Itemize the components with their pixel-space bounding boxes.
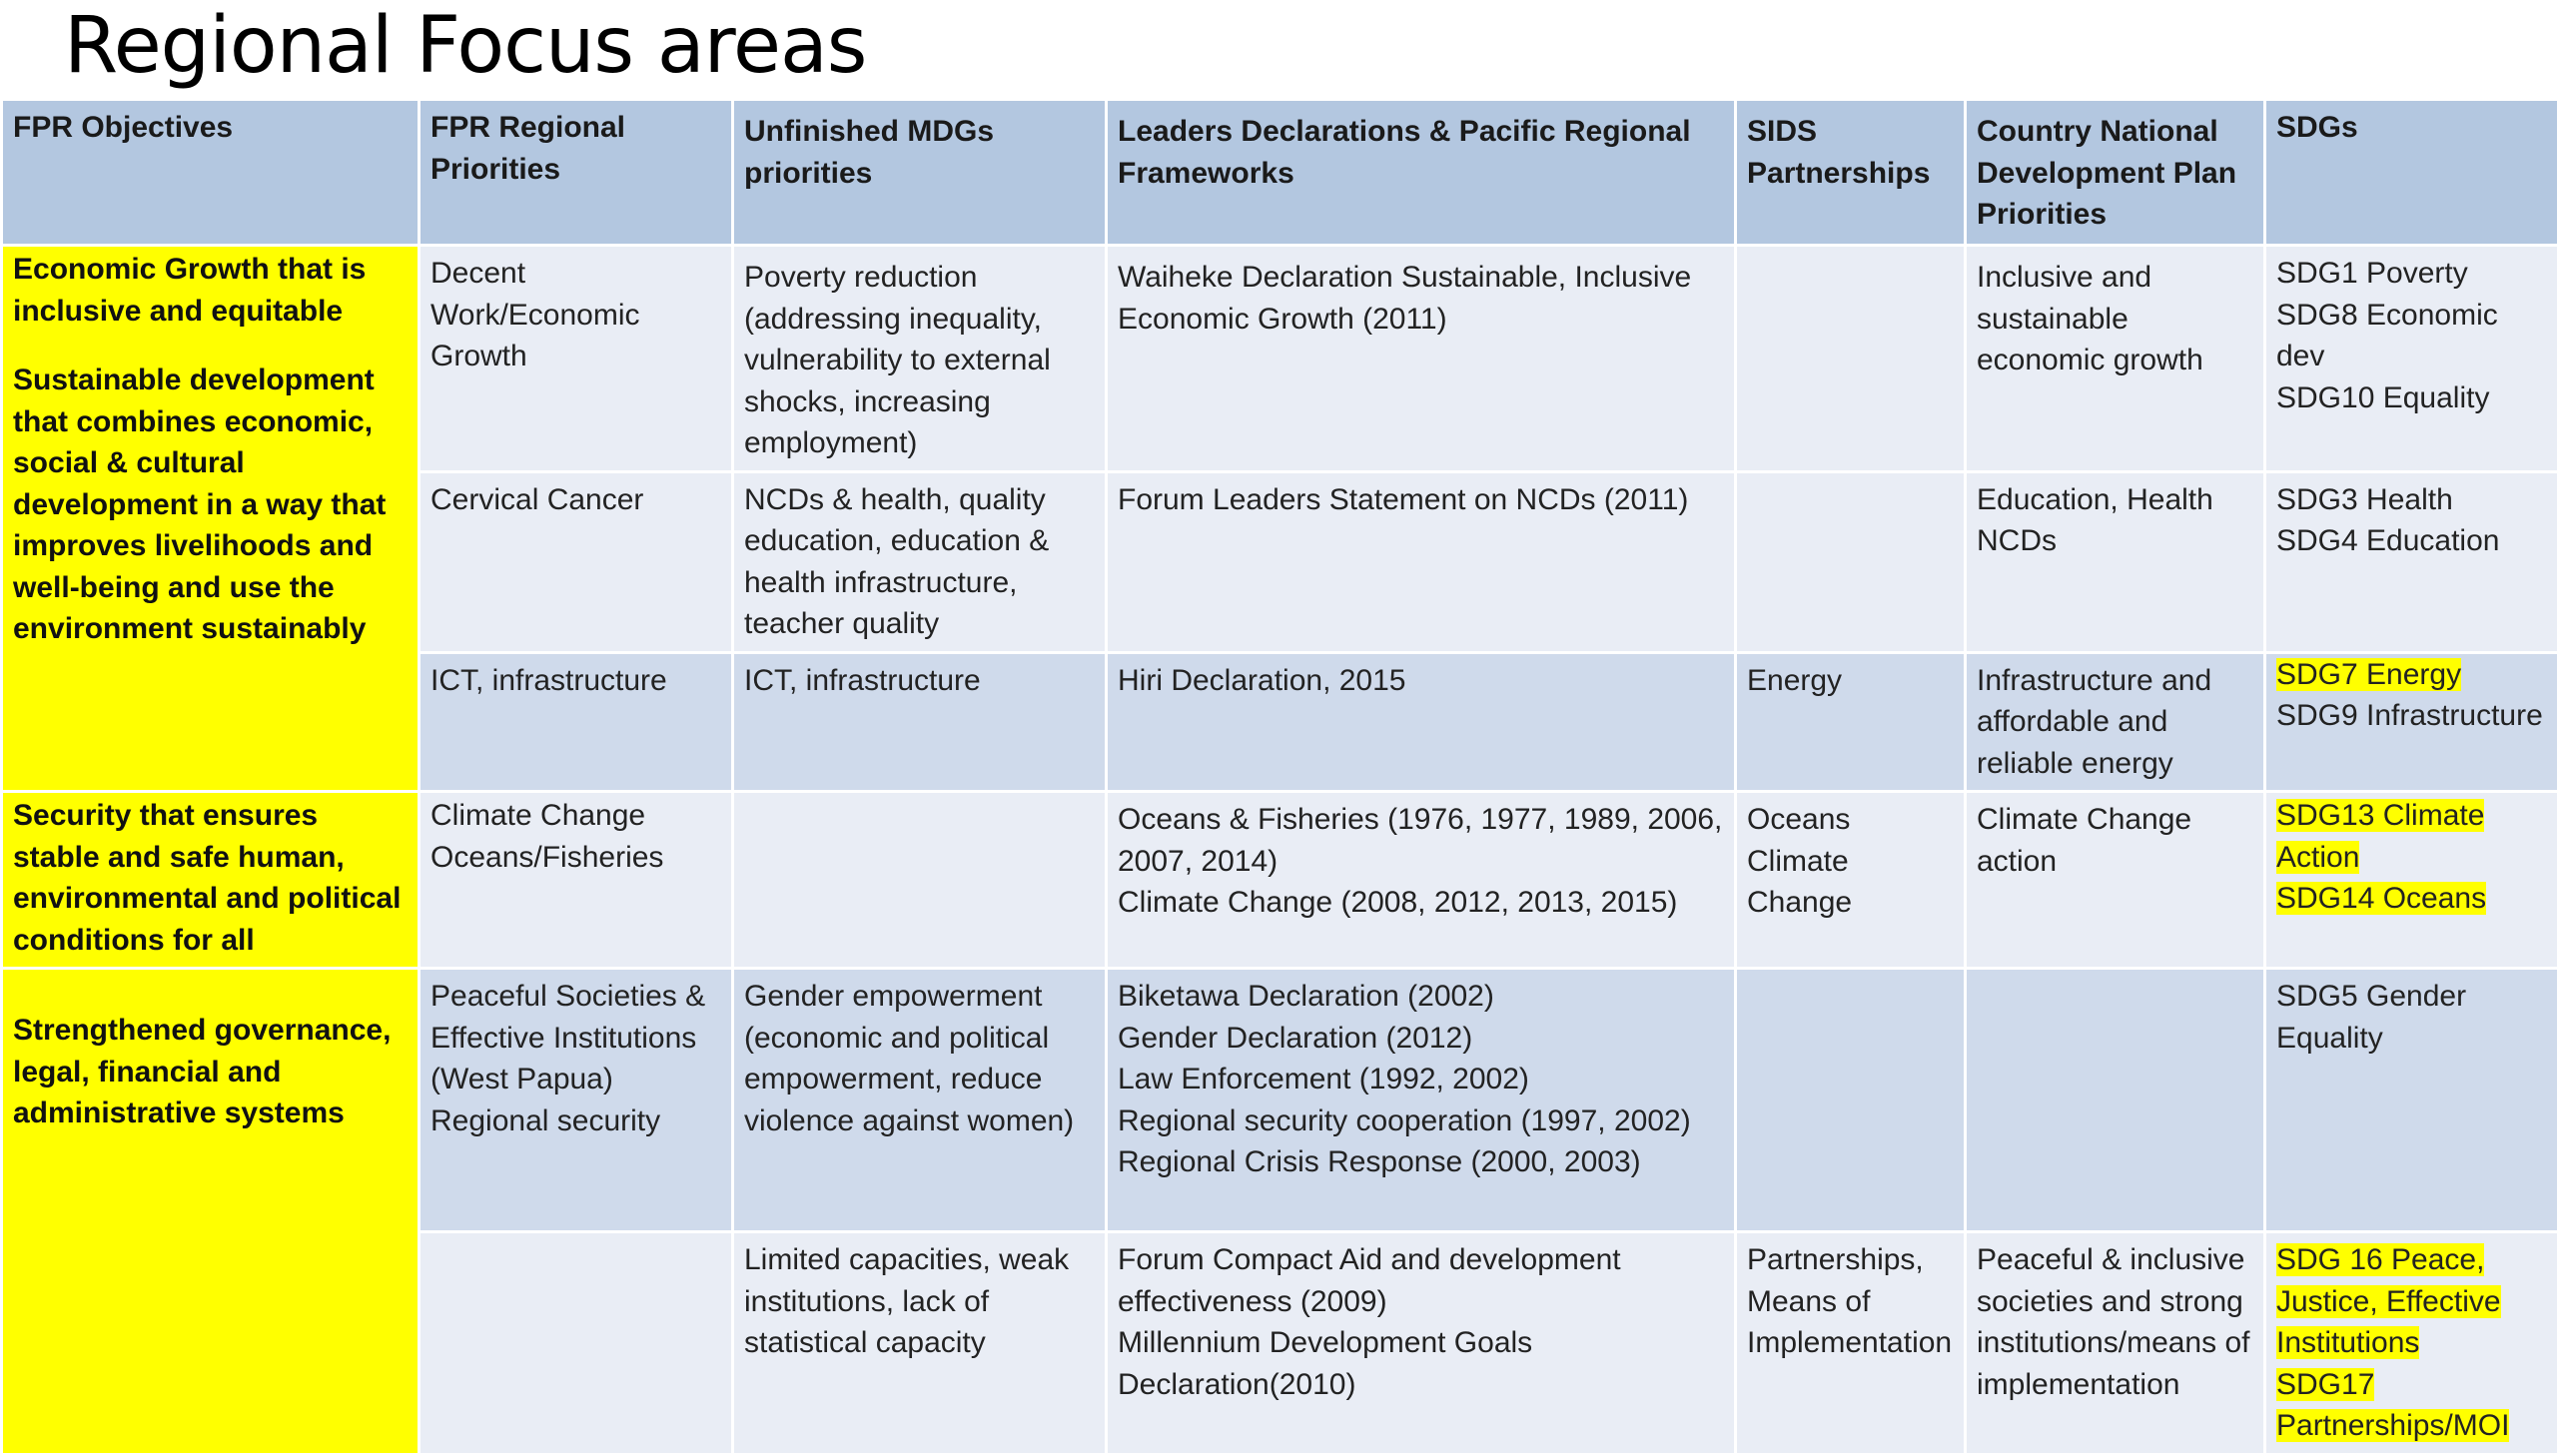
- national-item: Climate Change action: [1977, 799, 2253, 882]
- national-item: Inclusive and sustainable economic growth: [1977, 257, 2253, 381]
- declarations-cell: [1107, 652, 1736, 792]
- sdgs-cell: [2265, 969, 2557, 1232]
- declaration-item: Hiri Declaration, 2015: [1118, 660, 1724, 702]
- sdgs-cell: [2265, 652, 2557, 792]
- mdgs-cell: [733, 969, 1107, 1232]
- national-cell: [1966, 471, 2265, 652]
- sdg-item: SDG9 Infrastructure: [2276, 695, 2547, 737]
- mdg-item: ICT, infrastructure: [744, 660, 1095, 702]
- priorities-cell: [420, 471, 733, 652]
- priority-item: Decent Work/Economic Growth: [430, 253, 721, 377]
- regional-focus-table: [0, 98, 2557, 1456]
- declaration-item: Biketawa Declaration (2002): [1118, 976, 1724, 1018]
- objective-cell: [2, 792, 420, 969]
- sdg-item: SDG14 Oceans: [2276, 882, 2486, 915]
- objective-governance: Strengthened governance, legal, financial and administrative systems: [13, 1010, 408, 1134]
- objective-security: Security that ensures stable and safe human, environmental and political conditions for all: [13, 795, 408, 961]
- national-cell: [1966, 792, 2265, 969]
- declaration-item: Waiheke Declaration Sustainable, Inclusive Economic Growth (2011): [1118, 257, 1724, 340]
- declaration-item: Law Enforcement (1992, 2002): [1118, 1059, 1724, 1100]
- national-item: Education, Health NCDs: [1977, 479, 2253, 562]
- national-item: Peaceful & inclusive societies and strong institutions/means of implementation: [1977, 1239, 2253, 1405]
- column-header: Leaders Declarations & Pacific Regional Frameworks: [1107, 100, 1736, 246]
- sids-item: Partnerships, Means of Implementation: [1747, 1239, 1954, 1364]
- column-header: SIDS Partnerships: [1736, 100, 1966, 246]
- national-item: Infrastructure and affordable and reliable energy: [1977, 660, 2253, 785]
- column-header: FPR Regional Priorities: [420, 100, 733, 246]
- sdg-item: SDG7 Energy: [2276, 658, 2461, 691]
- sdg-item: SDG5 Gender Equality: [2276, 976, 2547, 1059]
- priorities-cell: [420, 969, 733, 1232]
- mdg-item: NCDs & health, quality education, education & health infrastructure, teacher quality: [744, 479, 1095, 645]
- declaration-item: Gender Declaration (2012): [1118, 1018, 1724, 1060]
- sdg-item: SDG 16 Peace, Justice, Effective Institutions: [2276, 1243, 2501, 1359]
- mdg-item: Limited capacities, weak institutions, lack of statistical capacity: [744, 1239, 1095, 1364]
- declaration-item: Regional Crisis Response (2000, 2003): [1118, 1141, 1724, 1183]
- declaration-item: Forum Compact Aid and development effectiveness (2009): [1118, 1239, 1724, 1322]
- column-header: FPR Objectives: [2, 100, 420, 246]
- declaration-item: Millennium Development Goals Declaration(2010): [1118, 1322, 1724, 1405]
- objective-sustainable: Sustainable development that combines economic, social & cultural development in a way that improves livelihoods and well-being and use the environment sustainably: [13, 360, 408, 650]
- sids-item: Energy: [1747, 660, 1954, 702]
- declarations-cell: [1107, 969, 1736, 1232]
- national-cell: [1966, 1232, 2265, 1455]
- priority-item: Regional security: [430, 1100, 721, 1142]
- objective-cell: [2, 246, 420, 792]
- sdg-item: SDG3 Health: [2276, 479, 2547, 521]
- mdg-item: Gender empowerment (economic and political empowerment, reduce violence against women): [744, 976, 1095, 1141]
- priority-item: ICT, infrastructure: [430, 660, 721, 702]
- priority-item: Peaceful Societies & Effective Institutions (West Papua): [430, 976, 721, 1100]
- priorities-cell: [420, 652, 733, 792]
- sids-cell: [1736, 969, 1966, 1232]
- column-header: Country National Development Plan Priorities: [1966, 100, 2265, 246]
- declaration-item: Climate Change (2008, 2012, 2013, 2015): [1118, 882, 1724, 924]
- sdgs-cell: [2265, 246, 2557, 472]
- sdgs-cell: [2265, 792, 2557, 969]
- priority-item: Cervical Cancer: [430, 479, 721, 521]
- mdgs-cell: [733, 792, 1107, 969]
- sdgs-cell: [2265, 471, 2557, 652]
- declaration-item: Forum Leaders Statement on NCDs (2011): [1118, 479, 1724, 521]
- declaration-item: Regional security cooperation (1997, 2002): [1118, 1100, 1724, 1142]
- declaration-item: Oceans & Fisheries (1976, 1977, 1989, 2006, 2007, 2014): [1118, 799, 1724, 882]
- priority-item: Oceans/Fisheries: [430, 837, 721, 879]
- column-header: SDGs: [2265, 100, 2557, 246]
- sdg-item: SDG1 Poverty: [2276, 253, 2547, 295]
- declarations-cell: [1107, 1232, 1736, 1455]
- sids-cell: [1736, 652, 1966, 792]
- mdgs-cell: [733, 471, 1107, 652]
- mdg-item: Poverty reduction (addressing inequality, vulnerability to external shocks, increasing employment): [744, 257, 1095, 464]
- declarations-cell: [1107, 471, 1736, 652]
- mdgs-cell: [733, 1232, 1107, 1455]
- table-row: [2, 792, 2557, 969]
- priority-item: Climate Change: [430, 795, 721, 837]
- column-header: Unfinished MDGs priorities: [733, 100, 1107, 246]
- sdgs-cell: [2265, 1232, 2557, 1455]
- objective-economic: Economic Growth that is inclusive and equitable: [13, 247, 408, 332]
- sids-cell: [1736, 792, 1966, 969]
- national-cell: [1966, 969, 2265, 1232]
- national-cell: [1966, 652, 2265, 792]
- mdgs-cell: [733, 246, 1107, 472]
- sdg-item: SDG10 Equality: [2276, 377, 2547, 419]
- national-cell: [1966, 246, 2265, 472]
- sdg-item: SDG4 Education: [2276, 520, 2547, 562]
- priorities-cell: [420, 246, 733, 472]
- priorities-cell: [420, 1232, 733, 1455]
- sids-item: Oceans Climate Change: [1747, 799, 1954, 924]
- declarations-cell: [1107, 246, 1736, 472]
- sids-cell: [1736, 471, 1966, 652]
- header-row: [2, 100, 2557, 246]
- sids-cell: [1736, 1232, 1966, 1455]
- page-title: Regional Focus areas: [64, 0, 866, 92]
- sdg-item: SDG17 Partnerships/MOI: [2276, 1368, 2509, 1443]
- sdg-item: SDG8 Economic dev: [2276, 295, 2547, 377]
- sdg-item: SDG13 Climate Action: [2276, 799, 2484, 874]
- table-row: [2, 246, 2557, 472]
- objective-cell: [2, 969, 420, 1455]
- priorities-cell: [420, 792, 733, 969]
- table-row: [2, 969, 2557, 1232]
- mdgs-cell: [733, 652, 1107, 792]
- declarations-cell: [1107, 792, 1736, 969]
- sids-cell: [1736, 246, 1966, 472]
